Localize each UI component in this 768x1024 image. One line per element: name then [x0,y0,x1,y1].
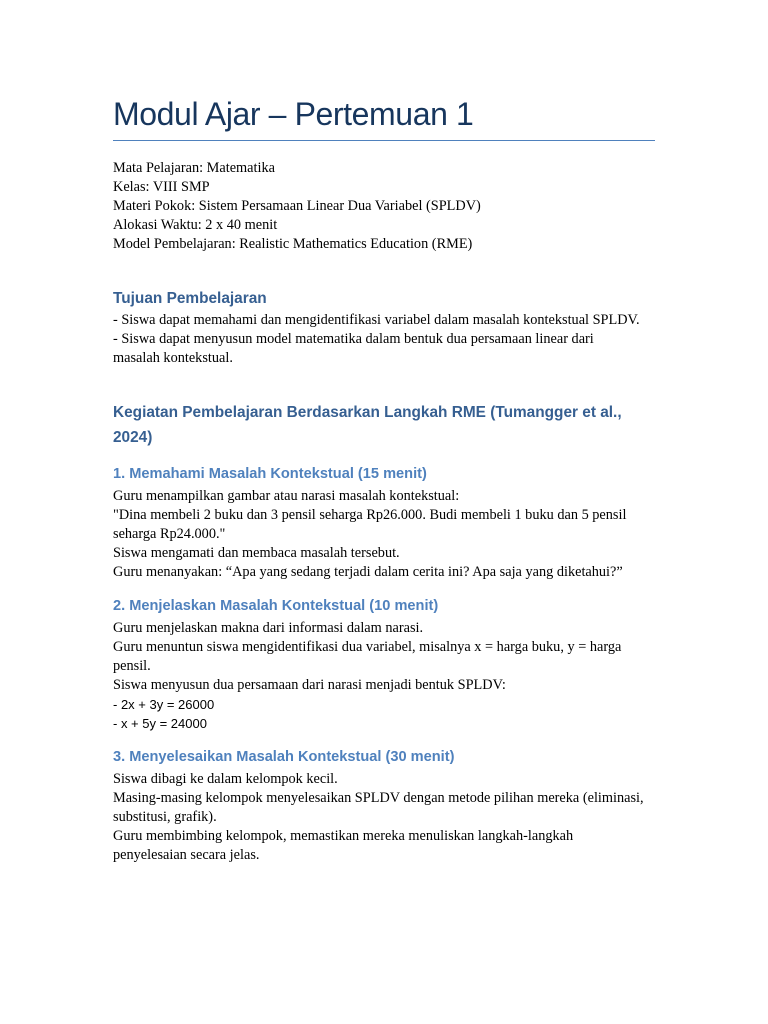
text-line: "Dina membeli 2 buku dan 3 pensil seharga Rp26.000. Budi membeli 1 buku dan 5 pensil [113,506,627,523]
text-line: Siswa menyusun dua persamaan dari narasi menjadi bentuk SPLDV: [113,676,506,693]
meta-topic: Materi Pokok: Sistem Persamaan Linear Dua Variabel (SPLDV) [113,197,481,214]
text-line: Guru menampilkan gambar atau narasi masalah kontekstual: [113,487,460,504]
step-3 [113,746,655,865]
equation-line: - x + 5y = 24000 [113,715,207,731]
step-paragraph [113,487,655,506]
step-paragraph [113,544,655,563]
step-paragraph [113,770,655,789]
equation [113,695,655,714]
meta-subject: Mata Pelajaran: Matematika [113,159,275,176]
equation-line: - 2x + 3y = 26000 [113,696,215,712]
step-paragraph [113,638,655,676]
text-line: masalah kontekstual. [113,349,233,366]
objective-item [113,311,655,330]
step-paragraph [113,789,655,827]
objectives-heading: Tujuan Pembelajaran [113,289,267,307]
step-paragraph [113,676,655,695]
step-paragraph [113,563,655,582]
step-heading: 1. Memahami Masalah Kontekstual (15 menit) [113,465,427,482]
text-line: pensil. [113,657,151,674]
section-objectives [113,286,655,368]
text-line: Guru menjelaskan makna dari informasi dalam narasi. [113,619,424,636]
meta-model: Model Pembelajaran: Realistic Mathematics Education (RME) [113,235,473,252]
section-activities [113,400,655,865]
step-heading: 3. Menyelesaikan Masalah Kontekstual (30 menit) [113,748,455,765]
text-line: substitusi, grafik). [113,808,217,825]
document-body [113,0,655,865]
text-line: Siswa mengamati dan membaca masalah tersebut. [113,544,400,561]
step-paragraph [113,619,655,638]
text-line: Guru menanyakan: “Apa yang sedang terjadi dalam cerita ini? Apa saja yang diketahui?” [113,563,623,580]
step-paragraph [113,827,655,865]
document-title: Modul Ajar – Pertemuan 1 [113,96,474,132]
text-line: Guru menuntun siswa mengidentifikasi dua variabel, misalnya x = harga buku, y = harga [113,638,622,655]
equation [113,714,655,733]
meta-class: Kelas: VIII SMP [113,178,210,195]
step-1 [113,463,655,582]
activities-heading: Kegiatan Pembelajaran Berdasarkan Langkah RME (Tumangger et al., 2024) [113,403,622,446]
text-line: - Siswa dapat menyusun model matematika dalam bentuk dua persamaan linear dari [113,330,594,347]
meta-block [113,159,655,254]
step-2 [113,595,655,733]
objective-item [113,330,655,368]
text-line: Masing-masing kelompok menyelesaikan SPLDV dengan metode pilihan mereka (eliminasi, [113,789,644,806]
meta-duration: Alokasi Waktu: 2 x 40 menit [113,216,278,233]
title-underline [113,140,655,141]
text-line: Guru membimbing kelompok, memastikan mereka menuliskan langkah-langkah [113,827,574,844]
step-heading: 2. Menjelaskan Masalah Kontekstual (10 menit) [113,597,439,614]
context-problem-quote [113,506,655,544]
text-line: penyelesaian secara jelas. [113,846,260,863]
text-line: seharga Rp24.000." [113,525,226,542]
text-line: - Siswa dapat memahami dan mengidentifikasi variabel dalam masalah kontekstual SPLDV. [113,311,640,328]
text-line: Siswa dibagi ke dalam kelompok kecil. [113,770,338,787]
